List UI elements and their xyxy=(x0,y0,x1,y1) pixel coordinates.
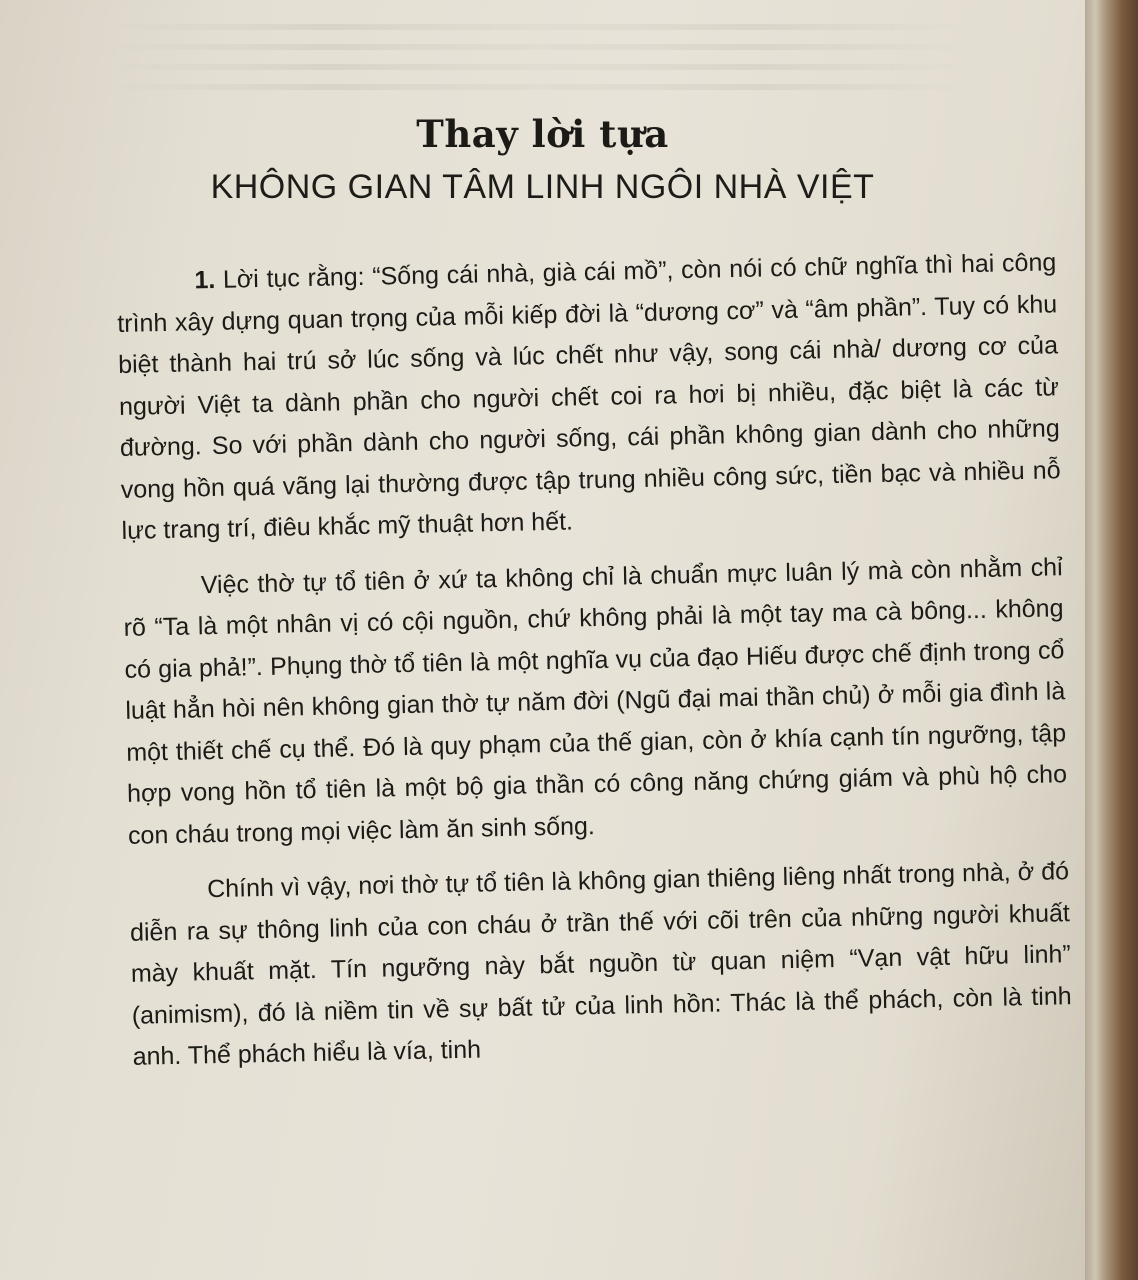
paragraph-number: 1. xyxy=(194,265,216,295)
paragraph-3 xyxy=(129,851,1073,1078)
book-page-edges xyxy=(1085,0,1138,1280)
paragraph-text: Lời tục rằng: “Sống cái nhà, già cái mồ”, còn nói có chữ nghĩa thì hai công trình xây dựng quan trọng của mỗi kiếp đời là “dương cơ” và “âm phần”. Tuy có khu biệt thành hai trú sở lúc sống và lúc chết như vậy, song cái nhà/ dương cơ của người Việt ta dành phần cho người chết coi ra hơi bị nhiều, đặc biệt là các từ đường. So với phần dành cho người sống, cái phần không gian dành cho những vong hồn quá vãng lại thường được tập trung nhiều công sức, tiền bạc và nhiều nỗ lực trang trí, điêu khắc mỹ thuật hơn hết. xyxy=(116,248,1061,545)
chapter-subtitle: KHÔNG GIAN TÂM LINH NGÔI NHÀ VIỆT xyxy=(210,168,875,206)
body-text xyxy=(116,242,1073,1078)
show-through-text xyxy=(110,10,970,110)
paragraph-text: Việc thờ tự tổ tiên ở xứ ta không chỉ là chuẩn mực luân lý mà còn nhằm chỉ rõ “Ta là một nhân vị có cội nguồn, chứ không phải là một tay ma cà bông... không có gia phả!”. Phụng thờ tổ tiên là một nghĩa vụ của đạo Hiếu được chế định trong cổ luật hẳn hòi nên không gian thờ tự năm đời (Ngũ đại mai thần chủ) ở mỗi gia đình là một thiết chế cụ thể. Đó là quy phạm của thế gian, còn ở khía cạnh tín ngưỡng, tập hợp vong hồn tổ tiên là một bộ gia thần có công năng chứng giám và phù hộ cho con cháu trong mọi việc làm ăn sinh sống. xyxy=(123,552,1068,850)
chapter-title: Thay lời tựa xyxy=(416,112,669,156)
paragraph-1 xyxy=(116,242,1062,552)
paragraph-text: Chính vì vậy, nơi thờ tự tổ tiên là không gian thiêng liêng nhất trong nhà, ở đó diễn ra sự thông linh của con cháu ở trần thế với cõi trên của những người khuất mày khuất mặt. Tín ngưỡng này bắt nguồn từ quan niệm “Vạn vật hữu linh” (animism), đó là niềm tin về sự bất tử của linh hồn: Thác là thể phách, còn là tinh anh. Thể phách hiểu là vía, tinh xyxy=(129,857,1072,1071)
paragraph-2 xyxy=(122,547,1068,857)
